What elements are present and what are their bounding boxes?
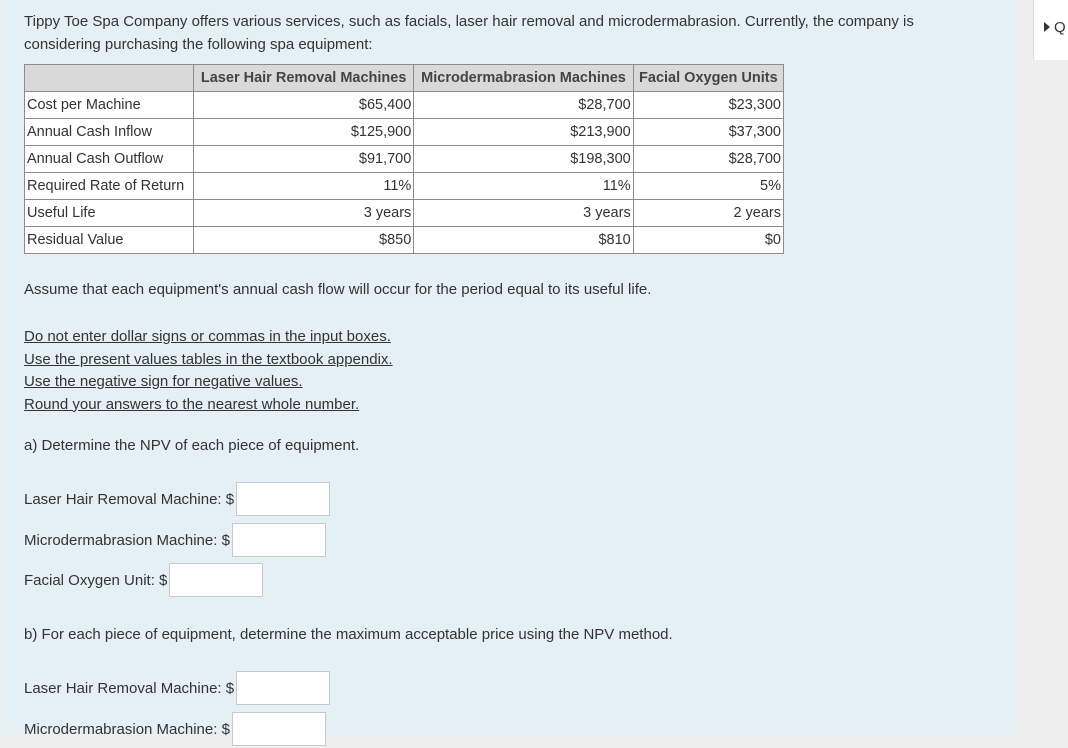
table-cell: $28,700 <box>414 92 633 119</box>
max-price-laser-input[interactable] <box>236 671 330 705</box>
table-header-microdermabrasion: Microdermabrasion Machines <box>414 65 633 92</box>
table-row <box>25 146 784 173</box>
row-label: Useful Life <box>25 200 194 227</box>
max-price-laser-row <box>24 669 330 707</box>
npv-microdermabrasion-label: Microdermabrasion Machine: $ <box>24 531 230 549</box>
table-cell: $850 <box>194 227 414 254</box>
table-cell: $0 <box>633 227 783 254</box>
row-label: Residual Value <box>25 227 194 254</box>
table-row <box>25 173 784 200</box>
npv-facial-oxygen-row <box>24 561 263 599</box>
table-row <box>25 92 784 119</box>
side-panel-toggle[interactable] <box>1033 0 1068 60</box>
npv-laser-input[interactable] <box>236 482 330 516</box>
table-header-corner <box>25 65 194 92</box>
row-label: Annual Cash Inflow <box>25 119 194 146</box>
table-header-row <box>25 65 784 92</box>
instruction-link-negative-sign[interactable]: Use the negative sign for negative values. <box>24 373 303 390</box>
instruction-link-rounding[interactable]: Round your answers to the nearest whole number. <box>24 395 360 413</box>
question-panel <box>2 0 1016 738</box>
table-cell: $23,300 <box>633 92 783 119</box>
table-header-facial-oxygen: Facial Oxygen Units <box>633 65 783 92</box>
instruction-link-present-values[interactable]: Use the present values tables in the textbook appendix. <box>24 350 393 368</box>
table-row <box>25 227 784 254</box>
row-label: Cost per Machine <box>25 92 194 119</box>
table-cell: 11% <box>414 173 633 200</box>
table-cell: $65,400 <box>194 92 414 119</box>
instructions-list <box>24 326 393 416</box>
intro-text: Tippy Toe Spa Company offers various services, such as facials, laser hair removal and microdermabrasion. Currently, the company is considering purchasing the following spa equipment: <box>24 13 914 53</box>
row-label: Required Rate of Return <box>25 173 194 200</box>
max-price-laser-label: Laser Hair Removal Machine: $ <box>24 679 235 697</box>
row-label: Annual Cash Outflow <box>25 146 194 173</box>
assumption-note: Assume that each equipment's annual cash flow will occur for the period equal to its useful life. <box>24 281 652 298</box>
table-header-laser: Laser Hair Removal Machines <box>194 65 414 92</box>
expand-arrow-icon <box>1044 22 1050 32</box>
npv-microdermabrasion-input[interactable] <box>232 523 326 557</box>
table-cell: 3 years <box>194 200 414 227</box>
table-cell: 5% <box>633 173 783 200</box>
table-row <box>25 119 784 146</box>
max-price-microdermabrasion-row <box>24 710 326 748</box>
side-panel-label: Q <box>1054 19 1066 36</box>
part-a-question: a) Determine the NPV of each piece of equipment. <box>24 437 360 454</box>
npv-laser-label: Laser Hair Removal Machine: $ <box>24 490 235 508</box>
npv-laser-row <box>24 480 330 518</box>
npv-facial-oxygen-label: Facial Oxygen Unit: $ <box>24 571 168 589</box>
table-cell: $37,300 <box>633 119 783 146</box>
table-cell: 11% <box>194 173 414 200</box>
table-cell: $28,700 <box>633 146 783 173</box>
table-cell: 2 years <box>633 200 783 227</box>
table-cell: $213,900 <box>414 119 633 146</box>
table-cell: $198,300 <box>414 146 633 173</box>
max-price-microdermabrasion-input[interactable] <box>232 712 326 746</box>
table-row <box>25 200 784 227</box>
max-price-microdermabrasion-label: Microdermabrasion Machine: $ <box>24 720 230 738</box>
table-cell: $810 <box>414 227 633 254</box>
table-cell: 3 years <box>414 200 633 227</box>
part-b-question: b) For each piece of equipment, determine the maximum acceptable price using the NPV method. <box>24 626 673 643</box>
table-cell: $91,700 <box>194 146 414 173</box>
npv-microdermabrasion-row <box>24 521 326 559</box>
equipment-table <box>24 64 784 254</box>
npv-facial-oxygen-input[interactable] <box>169 563 263 597</box>
table-cell: $125,900 <box>194 119 414 146</box>
instruction-link-dollar-signs[interactable]: Do not enter dollar signs or commas in the input boxes. <box>24 328 391 345</box>
